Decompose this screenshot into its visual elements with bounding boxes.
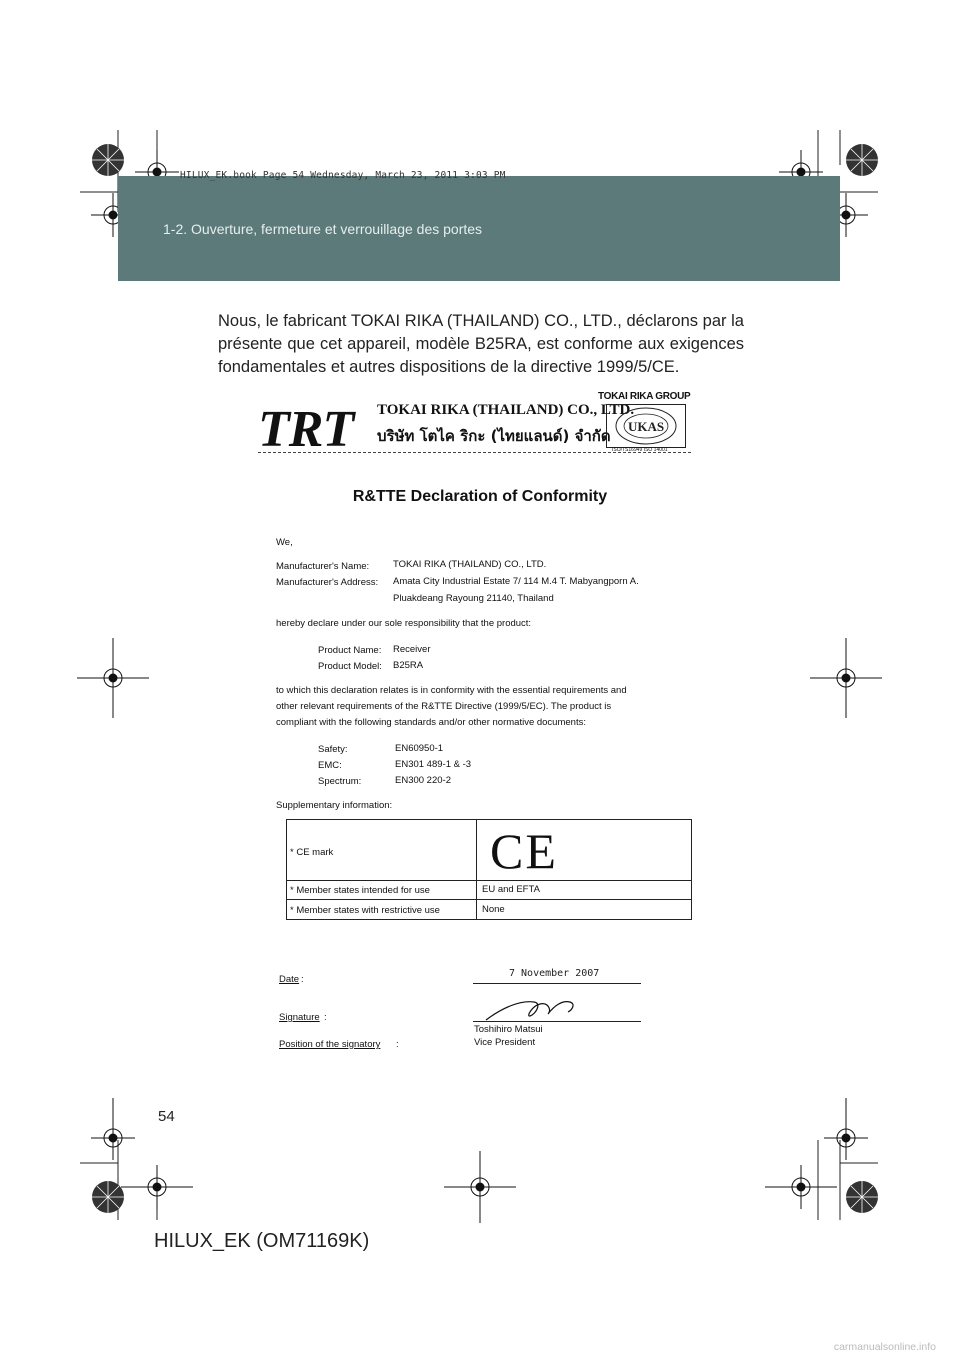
certification-seal-icon	[606, 404, 686, 448]
conformity-line-1: to which this declaration relates is in conformity with the essential requirements and	[276, 685, 627, 696]
we-text: We,	[276, 537, 293, 548]
signatory-title: Vice President	[474, 1037, 536, 1048]
product-model-label: Product Model:	[318, 661, 382, 672]
iso-label: ISO/TS16949 ISO 14001	[612, 447, 668, 453]
conformity-line-3: compliant with the following standards and/or other normative documents:	[276, 717, 586, 728]
declaration-title: R&TTE Declaration of Conformity	[352, 488, 608, 505]
date-line	[473, 983, 641, 984]
date-label: Date	[279, 974, 300, 985]
standard-label: EMC:	[318, 760, 342, 771]
page-number: 54	[158, 1108, 175, 1125]
manufacturer-address-line1: Amata City Industrial Estate 7/ 114 M.4 T. Mabyangporn A.	[393, 576, 639, 587]
standard-label: Safety:	[318, 744, 348, 755]
company-name-th: บริษัท โตไค ริกะ (ไทยแลนด์) จำกัด	[377, 427, 611, 445]
manufacturer-address-label: Manufacturer's Address:	[276, 577, 379, 588]
product-model-value: B25RA	[393, 660, 424, 671]
intro-paragraph: Nous, le fabricant TOKAI RIKA (THAILAND) CO., LTD., déclarons par la présente que cet appareil, modèle B25RA, est conforme aux exigences fondamentales et autres dispositions de la directive 1999/5/CE.	[218, 312, 744, 376]
position-label: Position of the signatory	[279, 1039, 381, 1050]
table-cell: EU and EFTA	[482, 884, 540, 895]
table-divider	[286, 899, 691, 900]
group-label: TOKAI RIKA GROUP	[598, 391, 691, 402]
book-note: HILUX_EK.book Page 54 Wednesday, March 23, 2011 3:03 PM	[180, 170, 506, 181]
letterhead-rule	[258, 452, 691, 453]
svg-text:UKAS: UKAS	[627, 419, 665, 434]
table-divider	[286, 880, 691, 881]
standard-value: EN60950-1	[395, 743, 444, 754]
product-name-label: Product Name:	[318, 645, 382, 656]
standard-label: Spectrum:	[318, 776, 362, 787]
standard-value: EN300 220-2	[395, 775, 451, 786]
trt-logo: TRT	[258, 401, 354, 458]
table-cell: * Member states with restrictive use	[290, 905, 440, 916]
table-cell: None	[482, 904, 505, 915]
signature-label: Signature	[279, 1012, 320, 1023]
conformity-line-2: other relevant requirements of the R&TTE Directive (1999/5/EC). The product is	[276, 701, 612, 712]
manufacturer-name-value: TOKAI RIKA (THAILAND) CO., LTD.	[393, 559, 547, 570]
table-cell: * Member states intended for use	[290, 885, 430, 896]
manufacturer-address-line2: Pluakdeang Rayoung 21140, Thailand	[393, 593, 554, 604]
date-value: 7 November 2007	[509, 968, 600, 979]
table-divider	[476, 819, 477, 919]
supplementary-label: Supplementary information:	[276, 800, 393, 811]
signature-icon	[482, 994, 592, 1024]
declare-text: hereby declare under our sole responsibility that the product:	[276, 618, 532, 629]
signature-line	[473, 1021, 641, 1022]
table-cell: * CE mark	[290, 847, 334, 858]
signatory-name: Toshihiro Matsui	[474, 1024, 543, 1035]
book-code: HILUX_EK (OM71169K)	[154, 1230, 370, 1252]
manufacturer-name-label: Manufacturer's Name:	[276, 561, 370, 572]
product-name-value: Receiver	[393, 644, 431, 655]
standard-value: EN301 489-1 & -3	[395, 759, 472, 770]
ce-mark-icon: CE	[490, 823, 558, 879]
watermark: carmanualsonline.info	[833, 1341, 936, 1353]
company-name-en: TOKAI RIKA (THAILAND) CO., LTD.	[377, 402, 635, 418]
section-title: 1-2. Ouverture, fermeture et verrouillage des portes	[163, 221, 483, 237]
